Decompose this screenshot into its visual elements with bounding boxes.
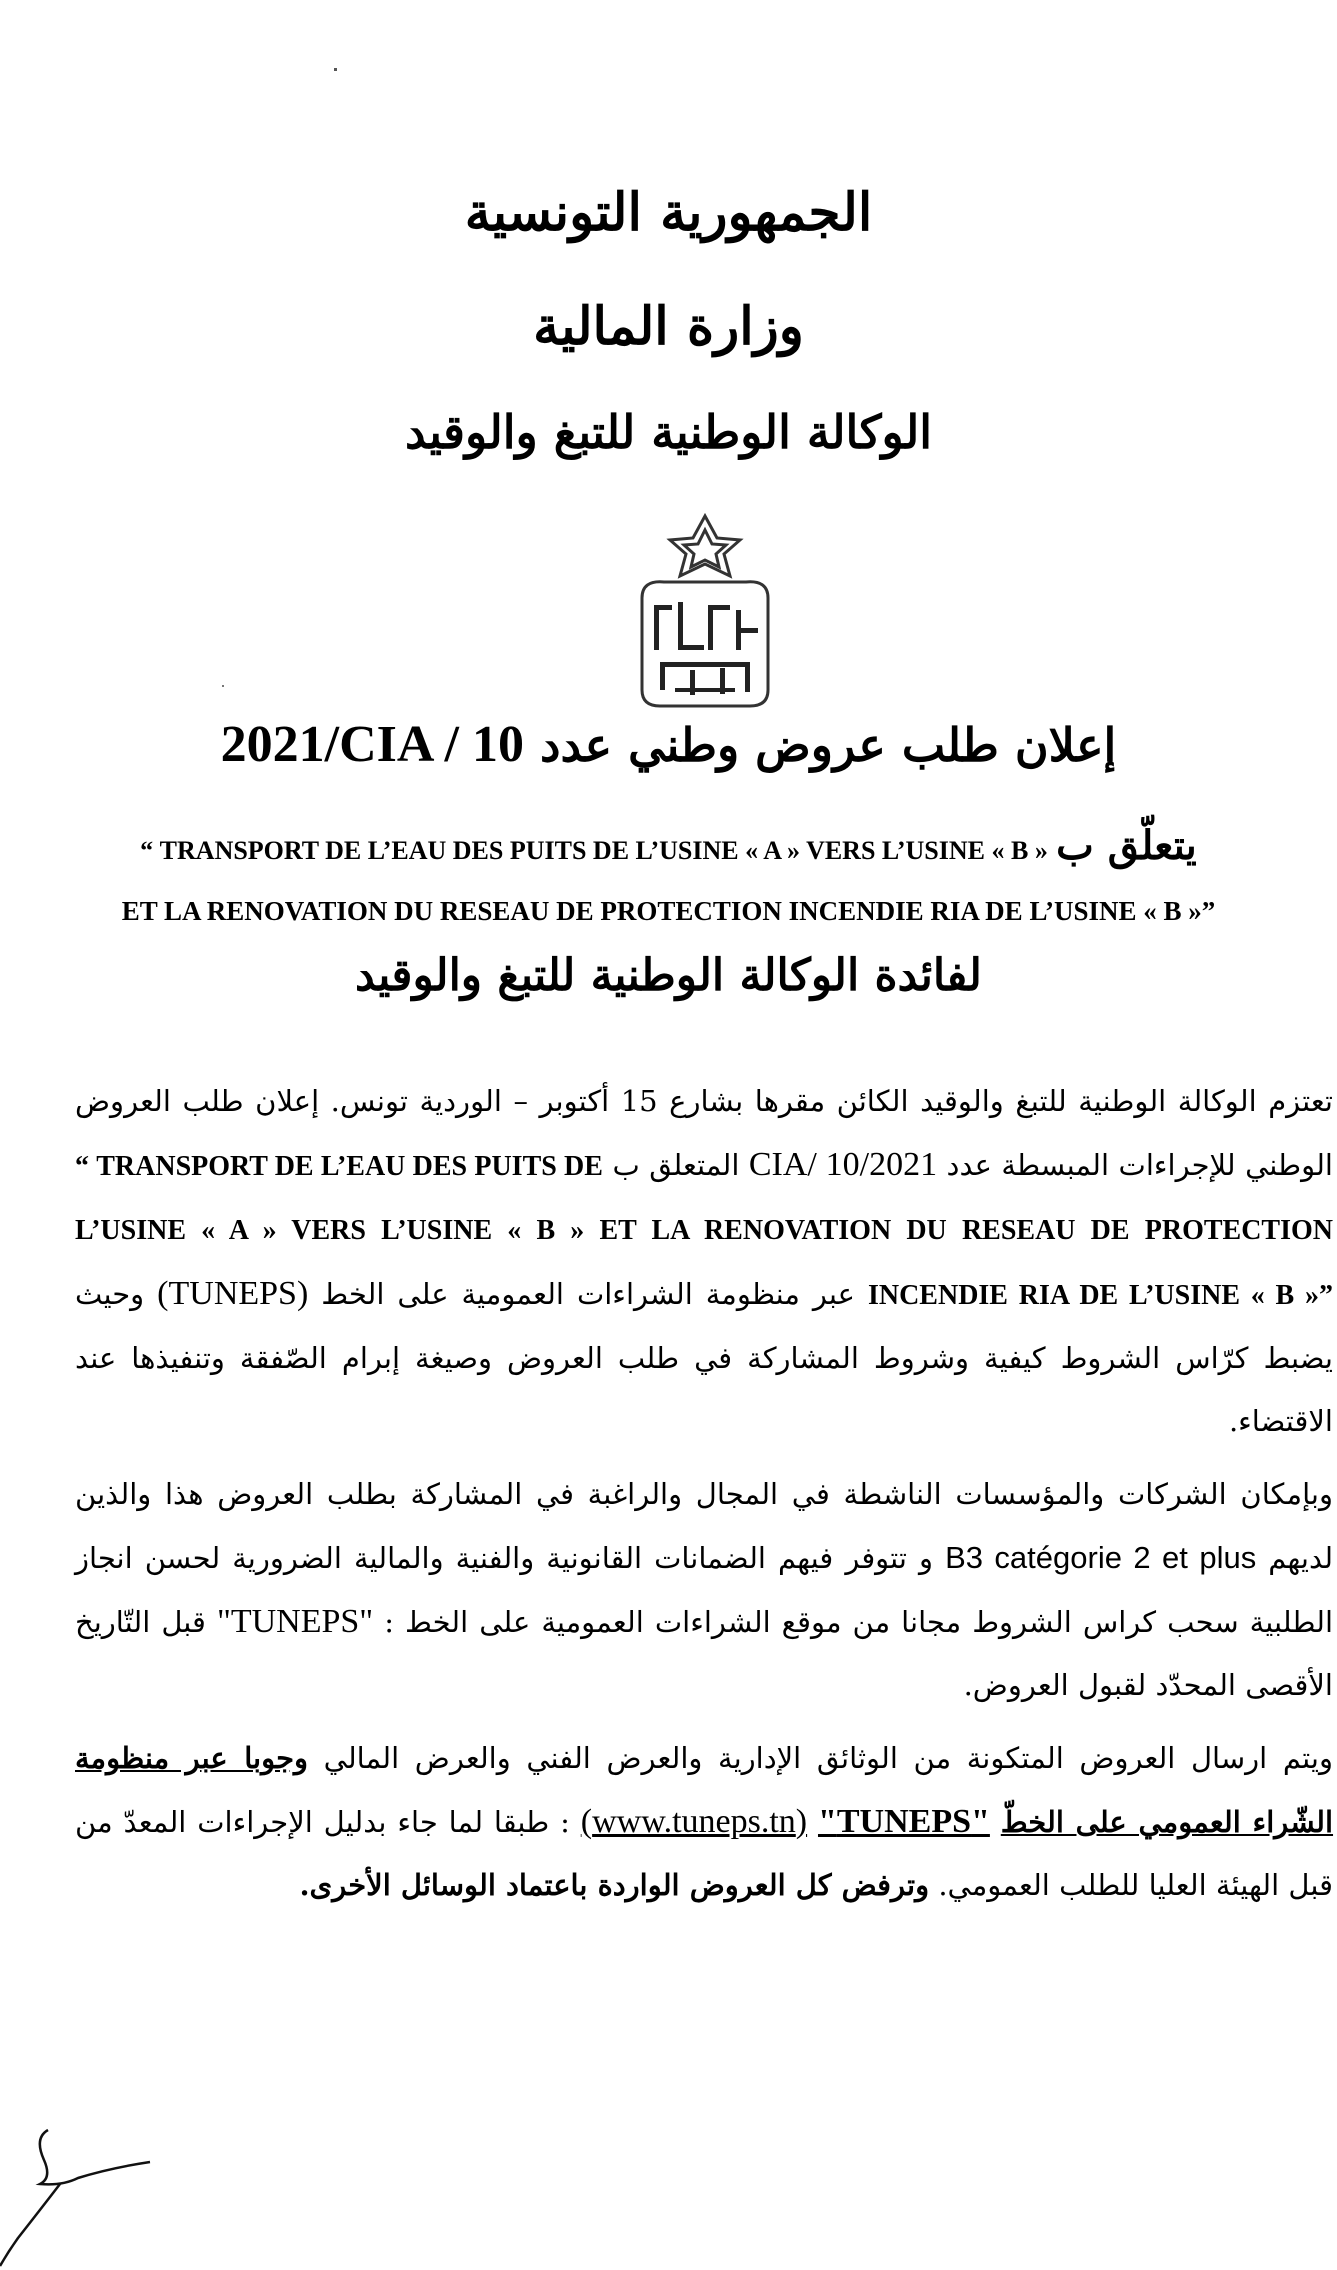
agency-emblem-icon [620,510,790,715]
p1-procedure: للإجراءات المبسطة عدد [946,1148,1236,1182]
p3-tuneps: "TUNEPS" [817,1803,990,1840]
subject-fr-line-2: ET LA RENOVATION DU RESEAU DE PROTECTION INCENDIE RIA DE L’USINE « B »” [121,896,1216,926]
subject-prefix: يتعلّق ب [1056,822,1197,869]
p1-conditions: وحيث يضبط كرّاس الشروط كيفية وشروط المشاركة في طلب العروض وصيغة إبرام الصّفقة وتنفيذها عند الاقتضاء. [75,1277,1333,1438]
p3-submission: ويتم ارسال العروض المتكونة من الوثائق الإدارية والعرض الفني والعرض المالي [323,1741,1333,1775]
announcement-title-ar: إعلان طلب عروض وطني عدد [540,718,1117,772]
paragraph-3 [75,1727,1333,1917]
announcement-title [0,715,1337,774]
p1-reference: 2021/CIA/ 10 [748,1146,938,1183]
p3-mandatory: وجوبا عبر منظومة الشّراء العمومي على الخطّ [75,1741,1334,1839]
p1-tuneps: (TUNEPS) [157,1275,309,1312]
paragraph-2 [75,1463,1333,1717]
subject-line-1 [0,822,1337,869]
tuneps-link[interactable]: (www.tuneps.tn) [580,1803,808,1840]
announcement-body [75,1070,1333,1927]
p1-subject-fr: “ TRANSPORT DE L’EAU DES PUITS DE L’USINE « A » VERS L’USINE « B » ET LA RENOVATION DU RESEAU DE PROTECTION INCENDIE RIA DE L’USINE « B »” [75,1151,1334,1311]
republic-heading: الجمهورية التونسية [464,182,873,243]
p1-concerning: المتعلق ب [612,1148,740,1182]
p2-download: و تتوفر فيهم الضمانات القانونية والفنية والمالية الضرورية لحسن انجاز الطلبية سحب كراس الشروط مجانا من موقع الشراءات العمومية على الخط : [75,1541,1334,1639]
signature-mark [0,2120,170,2270]
p2-eligibility: وبإمكان الشركات والمؤسسات الناشطة في المجال والراغبة في المشاركة بطلب العروض هذا والذين لديهم [75,1477,1334,1575]
p1-intro: تعتزم الوكالة الوطنية للتبغ والوقيد الكائن مقرها بشارع 15 أكتوبر – الوردية تونس. إعلان طلب العروض الوطني [75,1084,1333,1182]
p2-deadline: قبل التّاريخ الأقصى المحدّد لقبول العروض. [75,1605,1333,1702]
p3-guide: : طبقا لما جاء بدليل الإجراءات المعدّ من قبل الهيئة العليا للطلب العمومي. [75,1805,1333,1902]
agency-heading: الوكالة الوطنية للتبغ والوقيد [404,405,933,459]
beneficiary-line: لفائدة الوكالة الوطنية للتبغ والوقيد [355,950,982,1001]
paragraph-1 [75,1070,1333,1453]
scan-speck [334,68,337,71]
p1-platform: عبر منظومة الشراءات العمومية على الخط [321,1277,855,1311]
ministry-heading: وزارة المالية [533,296,804,357]
p3-rejection: وترفض كل العروض الواردة باعتماد الوسائل الأخرى. [299,1868,930,1902]
scan-speck [222,685,224,687]
subject-fr-line-1: “ TRANSPORT DE L’EAU DES PUITS DE L’USINE « A » VERS L’USINE « B » [140,836,1048,865]
p2-tuneps: "TUNEPS" [216,1603,374,1640]
p2-category: B3 catégorie 2 et plus [945,1540,1257,1575]
announcement-reference: 2021/CIA / 10 [220,716,525,773]
